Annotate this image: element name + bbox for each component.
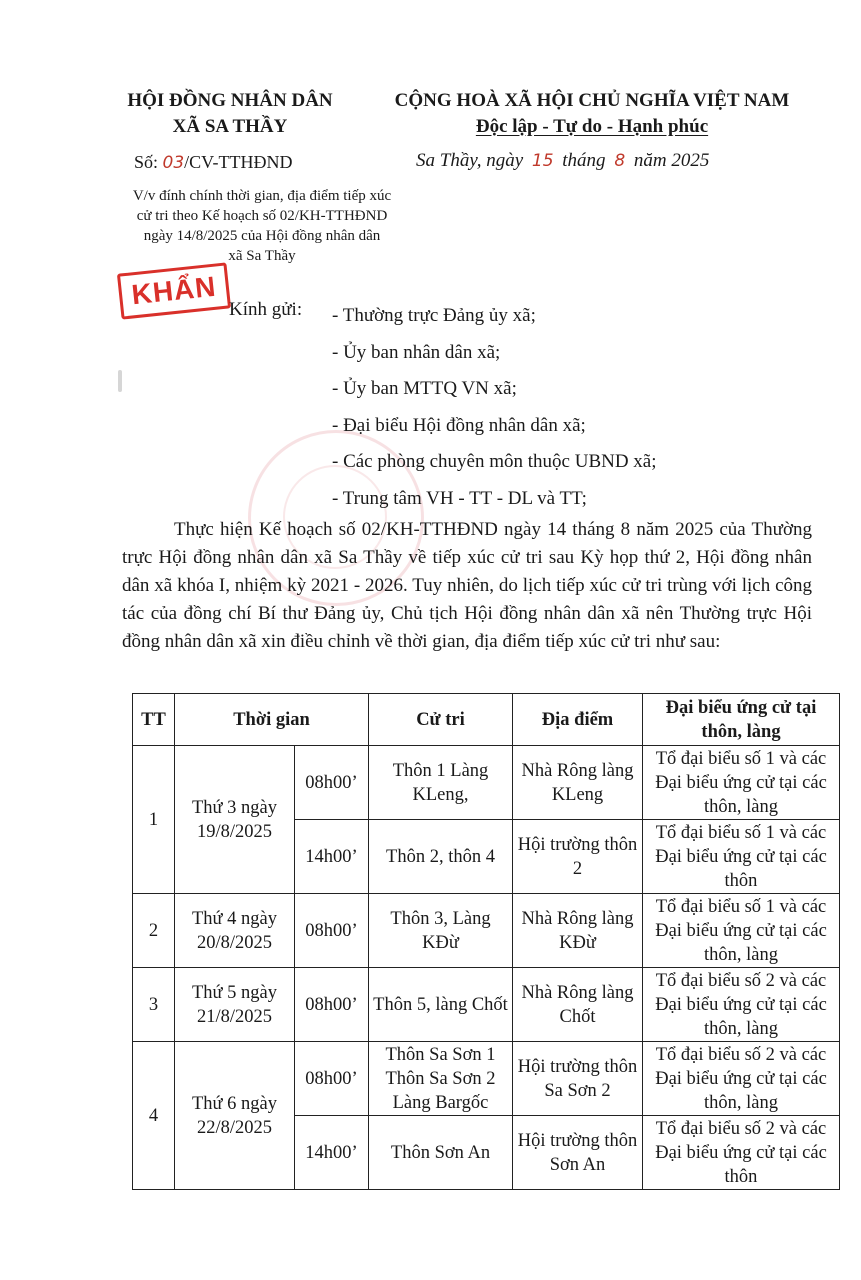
recipient-item: - Ủy ban MTTQ VN xã; bbox=[332, 378, 517, 399]
recipients-label: Kính gửi: bbox=[229, 299, 303, 320]
schedule-table bbox=[132, 693, 840, 1190]
issuer-block bbox=[100, 88, 360, 140]
urgent-stamp: KHẨN bbox=[117, 262, 231, 319]
header-time: Thời gian bbox=[175, 694, 369, 746]
header-location: Địa điểm bbox=[513, 694, 643, 746]
recipient-item: - Thường trực Đảng ủy xã; bbox=[332, 305, 536, 326]
handwritten-number: 03 bbox=[162, 153, 185, 173]
document-date: Sa Thầy, ngày 15 tháng 8 năm 2025 bbox=[416, 150, 710, 171]
national-motto: Độc lập - Tự do - Hạnh phúc bbox=[475, 116, 709, 137]
handwritten-month: 8 bbox=[614, 151, 626, 171]
handwritten-day: 15 bbox=[531, 151, 554, 171]
header-tt: TT bbox=[133, 694, 175, 746]
national-title: CỘNG HOÀ XÃ HỘI CHỦ NGHĨA VIỆT NAM bbox=[394, 90, 790, 111]
recipient-item: - Ủy ban nhân dân xã; bbox=[332, 341, 501, 363]
table-header-row bbox=[133, 694, 840, 746]
issuer-line1: HỘI ĐỒNG NHÂN DÂN bbox=[127, 90, 333, 111]
table-row: 4 Thứ 6 ngày 22/8/2025 08h00’ Thôn Sa Sơn 1 Thôn Sa Sơn 2 Làng Bargốc Hội trường thôn Sa Sơn 2 Tổ đại biểu số 2 và các Đại biểu ứng cử tại các thôn, làng bbox=[133, 1042, 840, 1116]
table-row: 1 Thứ 3 ngày 19/8/2025 08h00’ Thôn 1 Làng KLeng, Nhà Rông làng KLeng Tổ đại biểu số 1 và các Đại biểu ứng cử tại các thôn, làng bbox=[133, 746, 840, 820]
document-number: Số: 03/CV-TTHĐND bbox=[134, 152, 293, 173]
table-row: 14h00’ Thôn Sơn An Hội trường thôn Sơn An Tổ đại biểu số 2 và các Đại biểu ứng cử tại các thôn bbox=[133, 1116, 840, 1190]
table-row: 14h00’ Thôn 2, thôn 4 Hội trường thôn 2 Tổ đại biểu số 1 và các Đại biểu ứng cử tại các thôn bbox=[133, 820, 840, 894]
table-row: 3 Thứ 5 ngày 21/8/2025 08h00’ Thôn 5, làng Chốt Nhà Rông làng Chốt Tổ đại biểu số 2 và các Đại biểu ứng cử tại các thôn, làng bbox=[133, 968, 840, 1042]
issuer-line2: XÃ SA THẦY bbox=[172, 116, 288, 137]
scan-mark bbox=[118, 370, 122, 392]
recipient-item: - Đại biểu Hội đồng nhân dân xã; bbox=[332, 414, 586, 436]
body-paragraph: Thực hiện Kế hoạch số 02/KH-TTHĐND ngày 14 tháng 8 năm 2025 của Thường trực Hội đồng nhân dân xã Sa Thầy về tiếp xúc cử tri sau Kỳ họp thứ 2, Hội đồng nhân dân xã khóa I, nhiệm kỳ 2021 - 2026. Tuy nhiên, do lịch tiếp xúc cử tri trùng với lịch công tác của đồng chí Bí thư Đảng ủy, Chủ tịch Hội đồng nhân dân xã nên Thường trực Hội đồng nhân dân xã xin điều chỉnh về thời gian, địa điểm tiếp xúc cử tri như sau: bbox=[122, 519, 812, 652]
national-title-block bbox=[372, 88, 812, 140]
recipient-item: - Các phòng chuyên môn thuộc UBND xã; bbox=[332, 451, 657, 472]
table-row: 2 Thứ 4 ngày 20/8/2025 08h00’ Thôn 3, Làng KĐừ Nhà Rông làng KĐừ Tổ đại biểu số 1 và các Đại biểu ứng cử tại các thôn, làng bbox=[133, 894, 840, 968]
recipients-list bbox=[332, 298, 657, 517]
recipient-item: - Trung tâm VH - TT - DL và TT; bbox=[332, 487, 587, 509]
document-subject: V/v đính chính thời gian, địa điểm tiếp xúc cử tri theo Kế hoạch số 02/KH-TTHĐND ngày 14/8/2025 của Hội đồng nhân dân xã Sa Thầy bbox=[132, 188, 392, 264]
header-delegates: Đại biểu ứng cử tại thôn, làng bbox=[643, 694, 840, 746]
header-voters: Cử tri bbox=[369, 694, 513, 746]
